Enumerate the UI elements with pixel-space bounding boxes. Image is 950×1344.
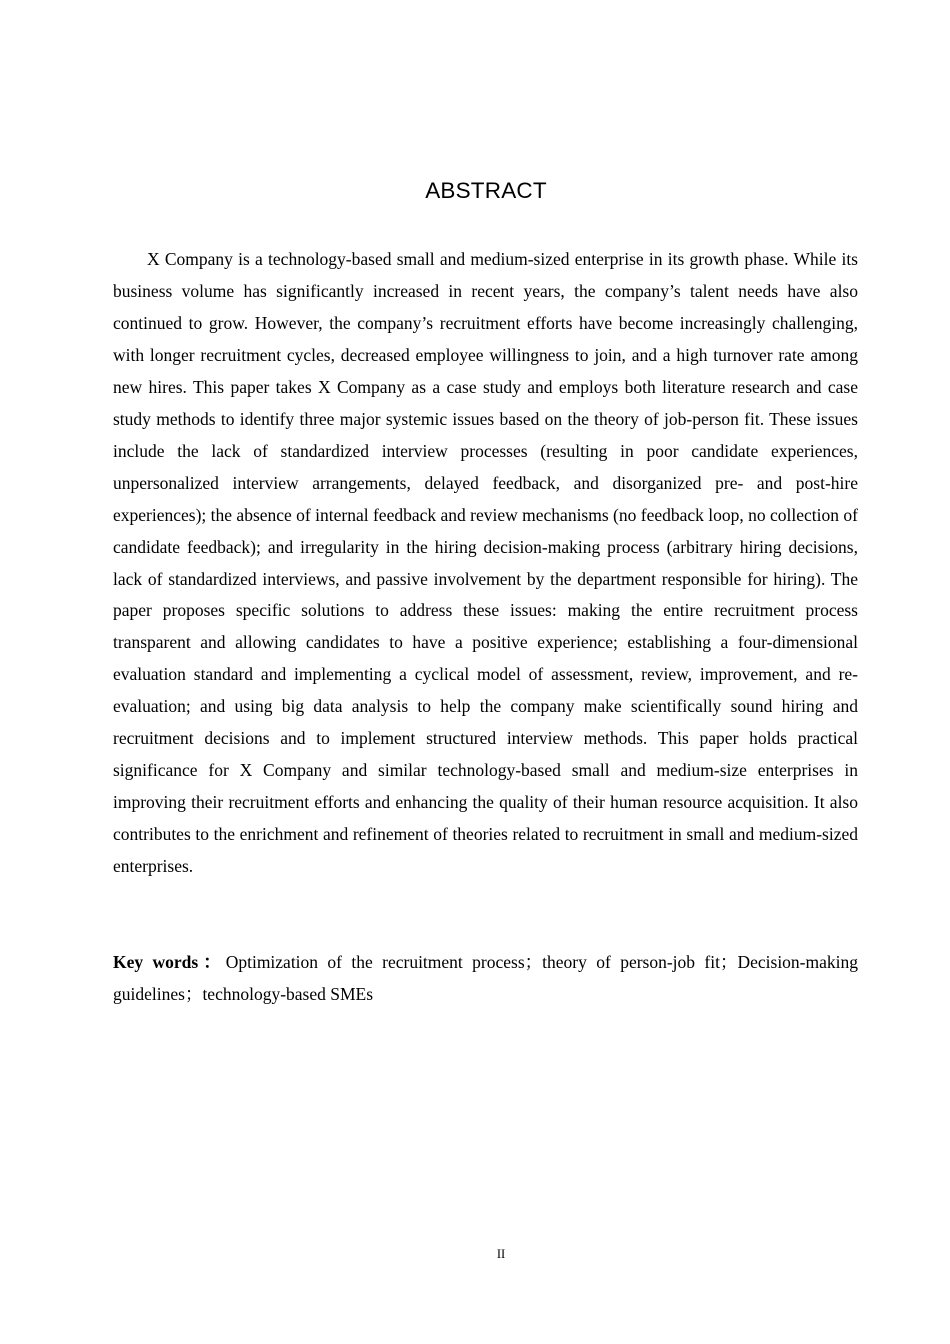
abstract-paragraph: X Company is a technology-based small and medium-sized enterprise in its growth phase. While its business volume has significantly increased in recent years, the company’s talent needs have also continued to grow. However, the company’s recruitment efforts have become increasingly challenging, with longer recruitment cycles, decreased employee willingness to join, and a high turnover rate among new hires. This paper takes X Company as a case study and employs both literature research and case study methods to identify three major systemic issues based on the theory of job-person fit. These issues include the lack of standardized interview processes (resulting in poor candidate experiences, unpersonalized interview arrangements, delayed feedback, and disorganized pre- and post-hire experiences); the absence of internal feedback and review mechanisms (no feedback loop, no collection of candidate feedback); and irregularity in the hiring decision-making process (arbitrary hiring decisions, lack of standardized interviews, and passive involvement by the department responsible for hiring). The paper proposes specific solutions to address these issues: making the entire recruitment process transparent and allowing candidates to have a positive experience; establishing a four-dimensional evaluation standard and implementing a cyclical model of assessment, review, improvement, and re-evaluation; and using big data analysis to help the company make scientifically sound hiring and recruitment decisions and to implement structured interview methods. This paper holds practical significance for X Company and similar technology-based small and medium-size enterprises in improving their recruitment efforts and enhancing the quality of their human resource acquisition. It also contributes to the enrichment and refinement of theories related to recruitment in small and medium-sized enterprises. [113, 249, 858, 877]
page-number: II [496, 1247, 506, 1261]
keyword-separator: ； [719, 952, 738, 972]
keyword-item: theory of person-job fit [542, 952, 720, 972]
keyword-item: Decision-making guidelines [113, 952, 858, 1004]
keywords-label: Key words： [113, 952, 226, 972]
abstract-title: ABSTRACT [425, 178, 547, 203]
keyword-separator: ； [524, 952, 543, 972]
keywords-line [113, 947, 858, 1010]
keyword-separator: ； [184, 983, 203, 1004]
keyword-item: Optimization of the recruitment process [225, 952, 525, 972]
keyword-item: technology-based SMEs [202, 983, 374, 1004]
